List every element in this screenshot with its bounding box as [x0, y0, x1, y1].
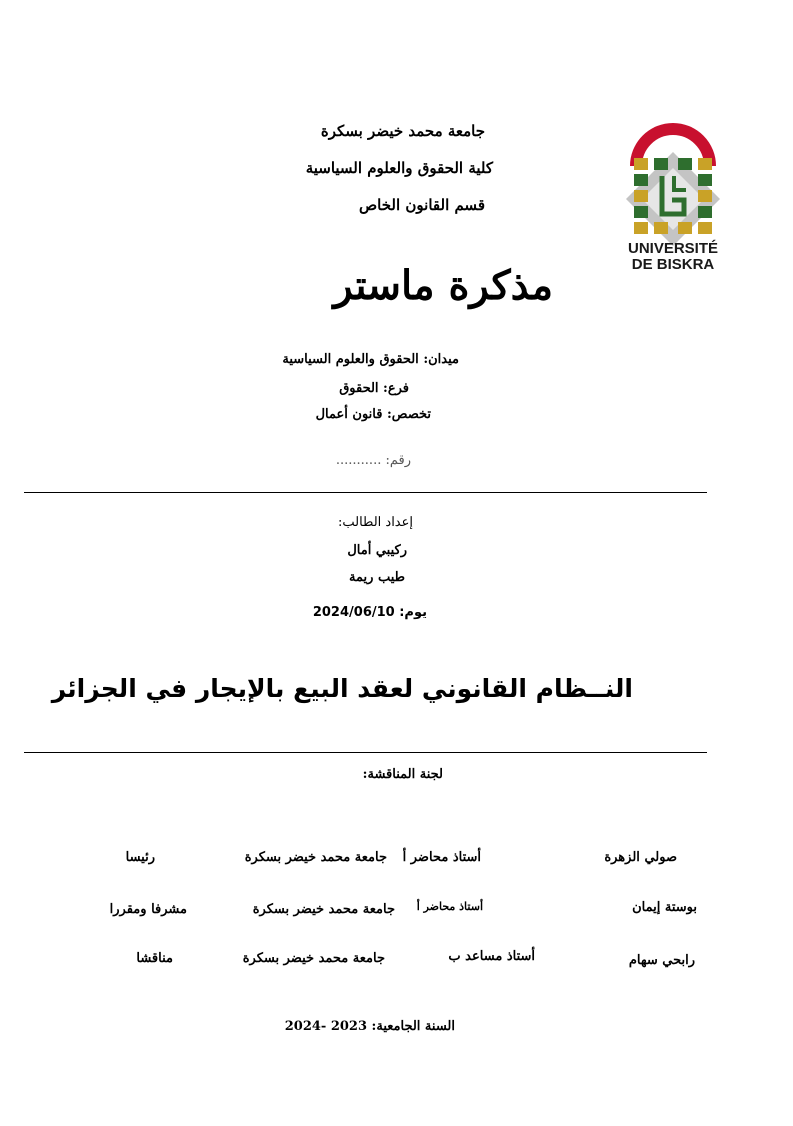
member-role: رئيسا	[125, 850, 155, 865]
member-role: مناقشا	[136, 951, 173, 966]
university-name: جامعة محمد خيضر بسكرة	[320, 122, 485, 140]
member-rank: أستاذ محاضر أ	[416, 900, 483, 913]
member-rank: أستاذ مساعد ب	[448, 949, 535, 964]
department-name: قسم القانون الخاص	[359, 196, 485, 214]
field-branch: فرع: الحقوق	[339, 381, 409, 396]
logo-text-line2: DE BISKRA	[631, 256, 715, 273]
top-divider	[24, 492, 707, 493]
member-name: بوستة إيمان	[632, 900, 697, 915]
committee-label: لجنة المناقشة:	[362, 767, 443, 782]
date-label: يوم:	[399, 605, 427, 620]
member-university: جامعة محمد خيضر بسكرة	[252, 902, 395, 917]
student-name-1: ركيبي أمال	[347, 543, 407, 558]
students-label: إعداد الطالب:	[337, 515, 413, 530]
date-value: 2024/06/10	[312, 605, 395, 620]
faculty-name: كلية الحقوق والعلوم السياسية	[305, 159, 493, 177]
thesis-title: النــظام القانوني لعقد البيع بالإيجار في الجزائر	[51, 674, 633, 703]
logo-text-line1: UNIVERSITÉ	[627, 240, 718, 257]
university-logo	[612, 110, 734, 278]
field-specialty: تخصص: قانون أعمال	[315, 407, 431, 422]
field-number: رقم: ...........	[335, 453, 411, 468]
field-domain: ميدان: الحقوق والعلوم السياسية	[282, 352, 459, 367]
bottom-divider	[24, 752, 707, 753]
student-name-2: طيب ريمة	[349, 570, 405, 585]
member-name: رابحي سهام	[628, 953, 695, 968]
member-name: صولي الزهرة	[604, 850, 677, 865]
member-role: مشرفا ومقررا	[109, 902, 187, 917]
member-rank: أستاذ محاضر أ	[402, 850, 481, 865]
member-university: جامعة محمد خيضر بسكرة	[242, 951, 385, 966]
member-university: جامعة محمد خيضر بسكرة	[244, 850, 387, 865]
academic-year: السنة الجامعية: 2023 -2024	[284, 1019, 455, 1034]
defense-date	[313, 605, 427, 620]
document-type-title: مذكرة ماستر	[333, 262, 553, 309]
